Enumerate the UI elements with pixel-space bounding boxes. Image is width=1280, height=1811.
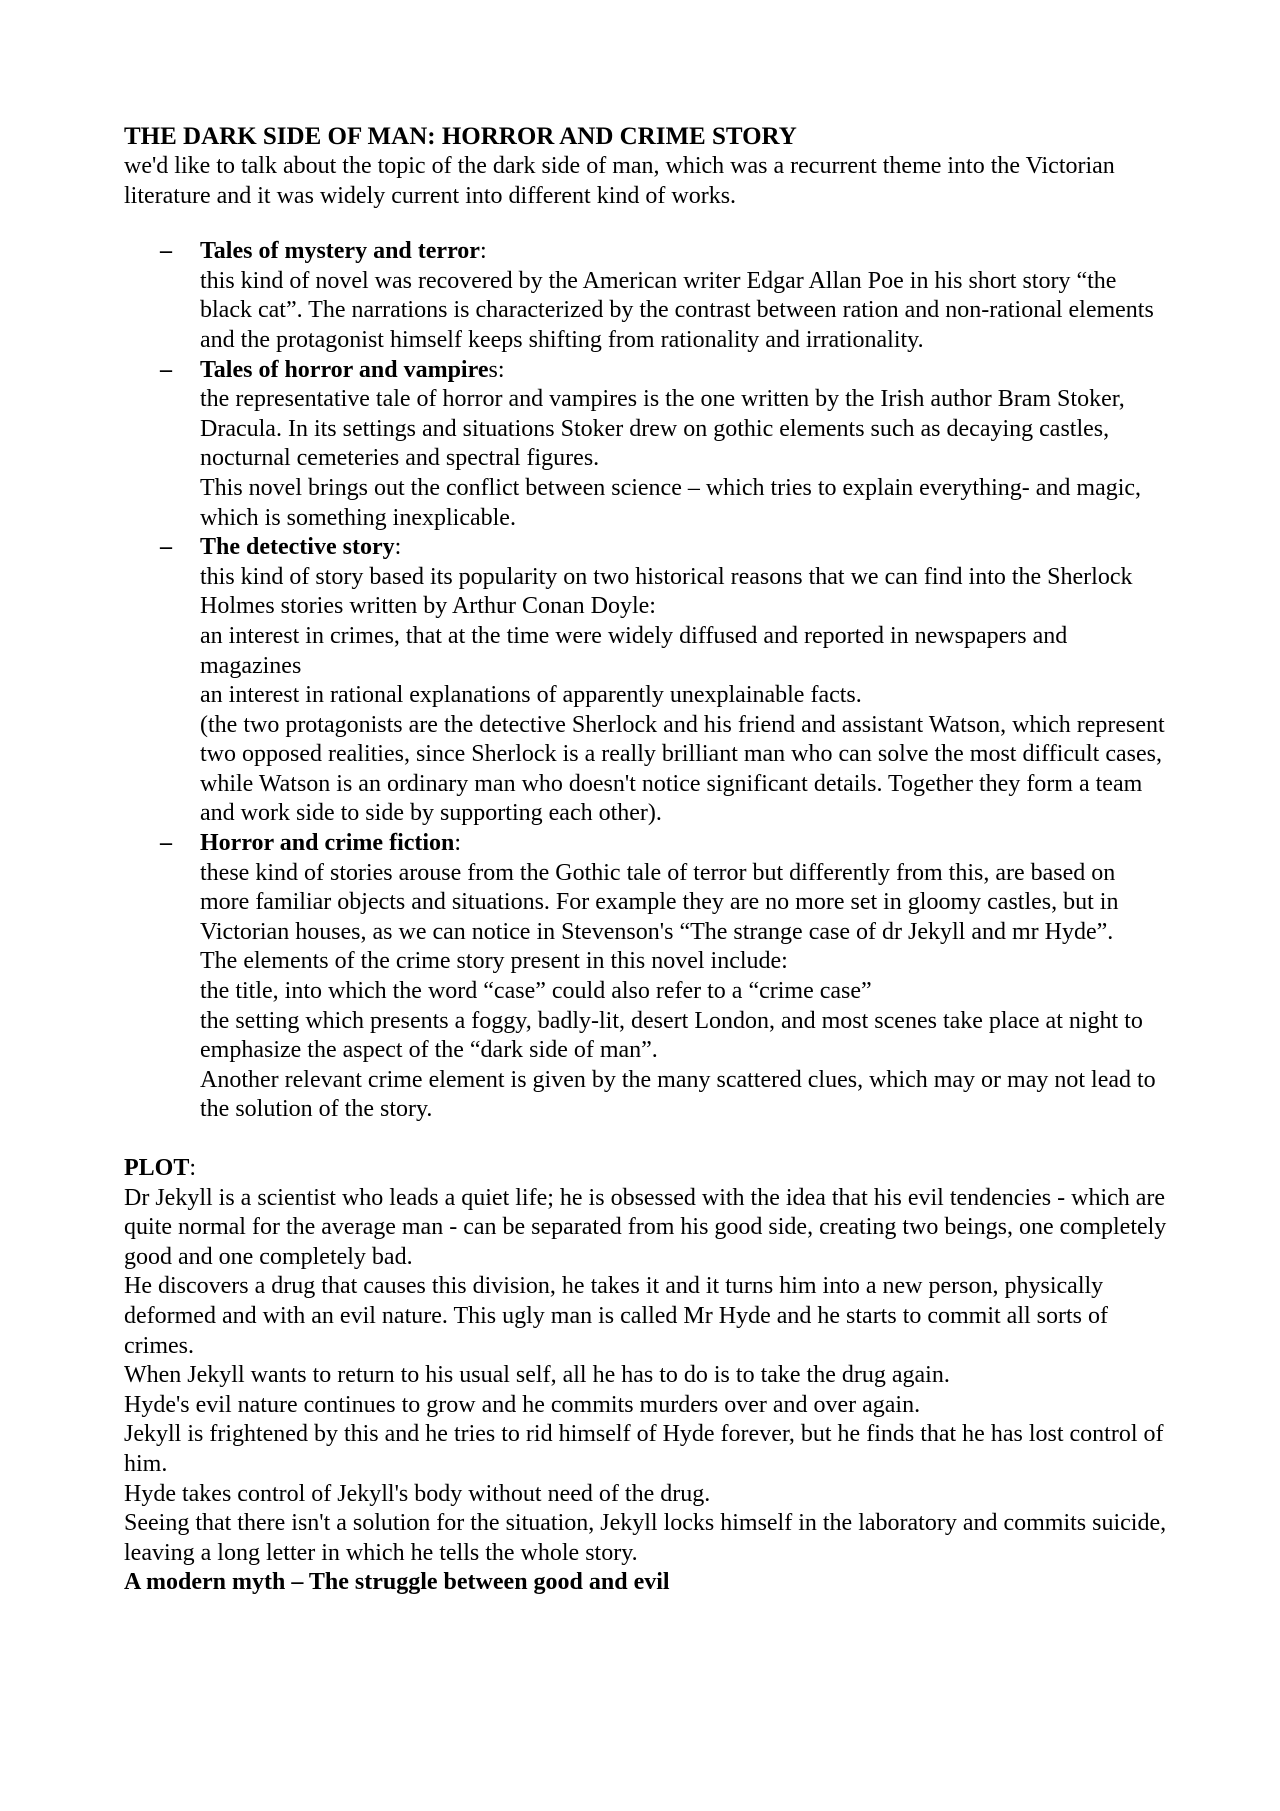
topic-item-horror-vampires: [124, 356, 1169, 534]
plot-colon: :: [189, 1155, 197, 1181]
topic-paragraph: The elements of the crime story present in this novel include:: [200, 948, 788, 975]
plot-paragraph: Dr Jekyll is a scientist who leads a quiet life; he is obsessed with the idea that his evil tendencies - which are quite normal for the average man - can be separated from his good side, creating two beings, one completely good and one completely bad.: [124, 1184, 1167, 1270]
document-title: THE DARK SIDE OF MAN: HORROR AND CRIME STORY: [124, 123, 797, 150]
myth-heading: A modern myth – The struggle between good and evil: [124, 1569, 670, 1596]
topic-colon: :: [479, 238, 487, 265]
topic-heading: Tales of horror and vampire: [200, 356, 489, 383]
plot-paragraph: Hyde takes control of Jekyll's body without need of the drug.: [124, 1480, 711, 1507]
topic-colon: :: [454, 830, 462, 857]
topic-heading: Horror and crime fiction: [200, 830, 455, 857]
plot-section: [124, 1154, 1169, 1598]
topic-paragraph: these kind of stories arouse from the Gothic tale of terror but differently from this, are based on more familiar objects and situations. For example they are no more set in gloomy castles, but in Victorian houses, as we can notice in Stevenson's “The strange case of dr Jekyll and mr Hyde”.: [200, 859, 1119, 945]
dash-bullet: –: [160, 534, 172, 561]
plot-paragraph: When Jekyll wants to return to his usual self, all he has to do is to take the drug again.: [124, 1362, 950, 1389]
document-page: [124, 122, 1169, 1598]
topic-paragraph: Another relevant crime element is given by the many scattered clues, which may or may not lead to the solution of the story.: [200, 1066, 1156, 1123]
dash-bullet: –: [160, 356, 172, 383]
topic-paragraph: This novel brings out the conflict between science – which tries to explain everything- and magic, which is something inexplicable.: [200, 474, 1142, 531]
plot-paragraph: He discovers a drug that causes this division, he takes it and it turns him into a new person, physically deformed and with an evil nature. This ugly man is called Mr Hyde and he starts to commit all sorts of crimes.: [124, 1273, 1108, 1359]
plot-paragraph: Hyde's evil nature continues to grow and he commits murders over and over again.: [124, 1391, 921, 1418]
topic-paragraph: this kind of story based its popularity on two historical reasons that we can find into the Sherlock Holmes stories written by Arthur Conan Doyle:: [200, 563, 1133, 620]
topic-paragraph: an interest in crimes, that at the time were widely diffused and reported in newspapers and magazines: [200, 622, 1068, 679]
topic-heading: Tales of mystery and terror: [200, 238, 480, 265]
dash-bullet: –: [160, 830, 172, 857]
topics-list: [124, 237, 1169, 1125]
plot-paragraph: Seeing that there isn't a solution for the situation, Jekyll locks himself in the laboratory and commits suicide, leaving a long letter in which he tells the whole story.: [124, 1510, 1167, 1566]
intro-paragraph: we'd like to talk about the topic of the dark side of man, which was a recurrent theme into the Victorian literature and it was widely current into different kind of works.: [124, 153, 1115, 209]
topic-paragraph: the representative tale of horror and vampires is the one written by the Irish author Bram Stoker, Dracula. In its settings and situations Stoker drew on gothic elements such as decaying castles, nocturnal cemeteries and spectral figures.: [200, 386, 1125, 472]
plot-paragraph: Jekyll is frightened by this and he tries to rid himself of Hyde forever, but he finds that he has lost control of him.: [124, 1421, 1164, 1477]
topic-paragraph: the setting which presents a foggy, badly-lit, desert London, and most scenes take place at night to emphasize the aspect of the “dark side of man”.: [200, 1007, 1143, 1064]
topic-colon: :: [394, 534, 402, 561]
topic-heading-suffix: s: [488, 356, 498, 383]
topic-heading: The detective story: [200, 534, 395, 561]
dash-bullet: –: [160, 238, 172, 265]
topic-paragraph: the title, into which the word “case” could also refer to a “crime case”: [200, 978, 872, 1005]
topic-paragraph: an interest in rational explanations of apparently unexplainable facts.: [200, 682, 862, 709]
topic-item-mystery-terror: [124, 237, 1169, 355]
plot-heading: PLOT: [124, 1155, 190, 1181]
topic-colon: :: [497, 356, 505, 383]
topic-paragraph: this kind of novel was recovered by the American writer Edgar Allan Poe in his short story “the black cat”. The narrations is characterized by the contrast between ration and non-rational elements and the protagonist himself keeps shifting from rationality and irrationality.: [200, 267, 1154, 353]
topic-item-horror-crime-fiction: [124, 829, 1169, 1125]
topic-paragraph: (the two protagonists are the detective Sherlock and his friend and assistant Watson, which represent two opposed realities, since Sherlock is a really brilliant man who can solve the most difficult cases, while Watson is an ordinary man who doesn't notice significant details. Together they form a team and work side to side by supporting each other).: [200, 711, 1165, 827]
topic-item-detective-story: [124, 533, 1169, 829]
